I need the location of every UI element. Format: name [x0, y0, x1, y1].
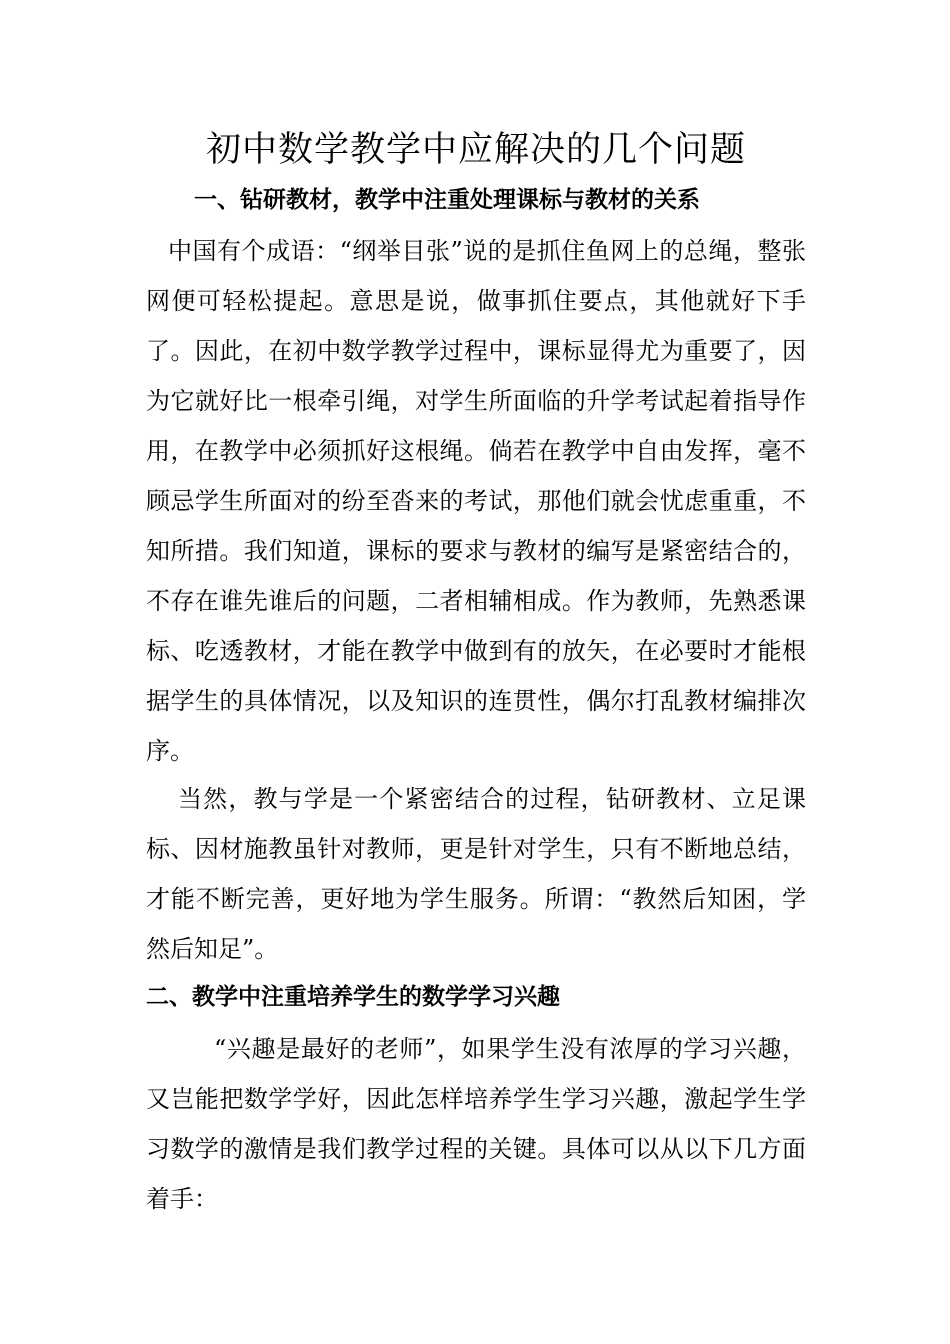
section-heading-2: 二、教学中注重培养学生的数学学习兴趣	[146, 983, 560, 1010]
section-heading-1: 一、钻研教材，教学中注重处理课标与教材的关系	[194, 186, 700, 213]
section-1-paragraph-1: 中国有个成语：“纲举目张”说的是抓住鱼网上的总绳，整张网便可轻松提起。意思是说，做事抓住要点，其他就好下手了。因此，在初中数学教学过程中，课标显得尤为重要了，因为它就好比一根牵引绳，对学生所面临的升学考试起着指导作用，在教学中必须抓好这根绳。倘若在教学中自由发挥，毫不顾忌学生所面对的纷至沓来的考试，那他们就会忧虑重重，不知所措。我们知道，课标的要求与教材的编写是紧密结合的，不存在谁先谁后的问题，二者相辅相成。作为教师，先熟悉课标、吃透教材，才能在教学中做到有的放矢，在必要时才能根据学生的具体情况，以及知识的连贯性，偶尔打乱教材编排次序。	[146, 237, 806, 765]
document-title: 初中数学教学中应解决的几个问题	[205, 130, 746, 170]
section-1-paragraph-2: 当然，教与学是一个紧密结合的过程，钻研教材、立足课标、因材施教虽针对教师，更是针对学生，只有不断地总结，才能不断完善，更好地为学生服务。所谓：“教然后知困，学然后知足”。	[146, 785, 806, 963]
section-2-paragraph-1: “兴趣是最好的老师”，如果学生没有浓厚的学习兴趣，又岂能把数学学好，因此怎样培养学生学习兴趣，激起学生学习数学的激情是我们教学过程的关键。具体可以从以下几方面着手：	[146, 1035, 806, 1213]
